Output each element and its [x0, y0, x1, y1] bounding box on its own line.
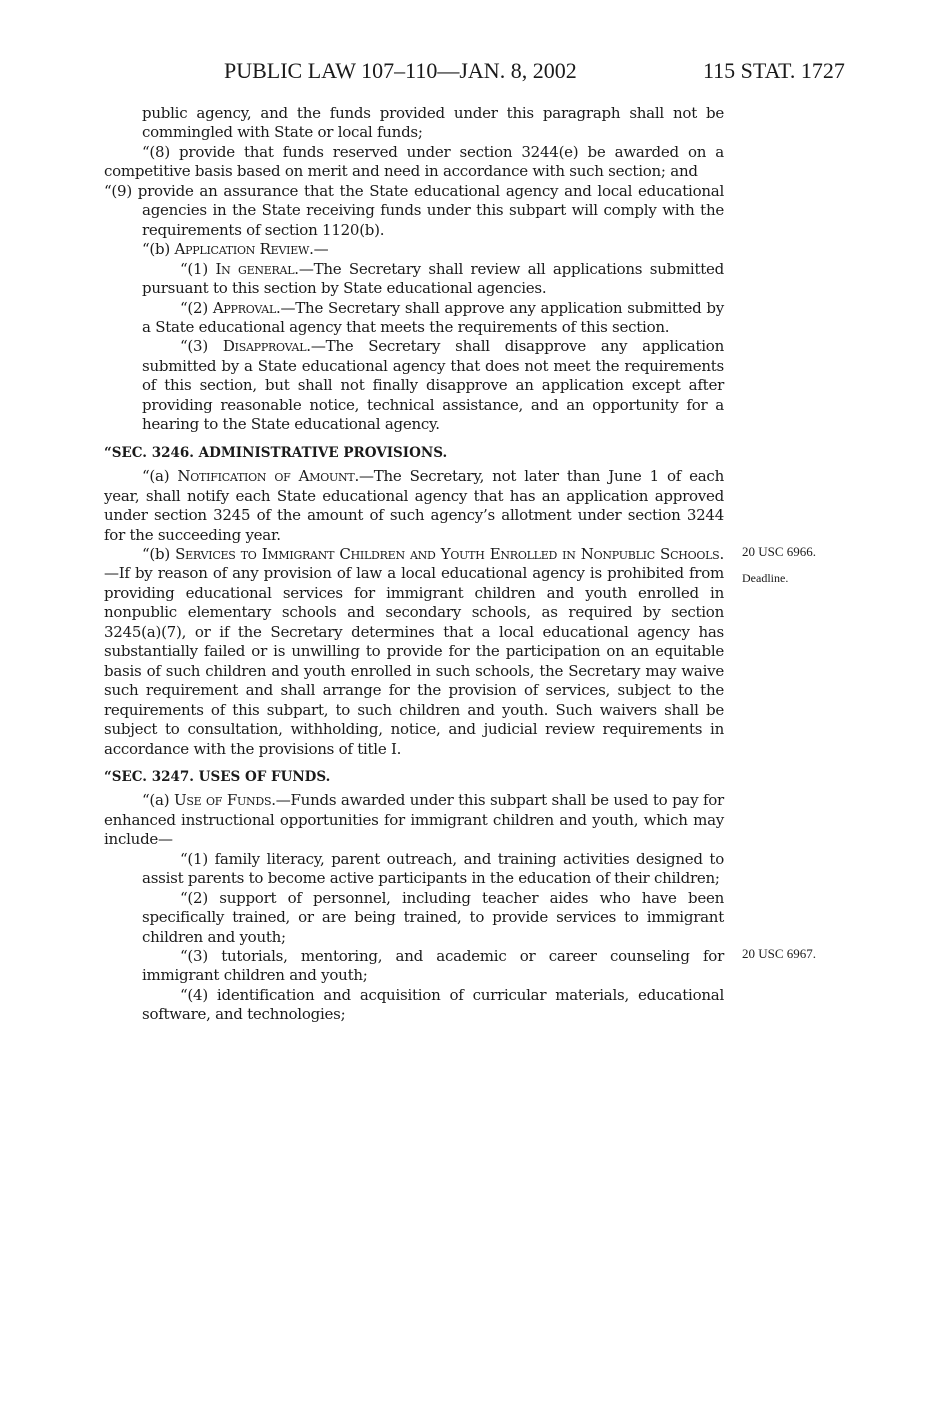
paragraph-3247-a2: “(2) support of personnel, including teacher aides who have been specifically trained, or are being trained, to provide services to immigrant children and youth; [142, 888, 724, 946]
paragraph-3246-b: “(b) Services to Immigrant Children and Youth Enrolled in Nonpublic Schools.—If by reason of any provision of law a local educational agency is prohibited from providing educational services for immigrant children and youth enrolled in nonpublic elementary schools and secondary schools, as required by section 3245(a)(7), or if the Secretary determines that a local educational agency has substantially failed or is unwilling to provide for the participation on an equitable basis of such children and youth enrolled in such schools, the Secretary may waive such requirement and shall arrange for the provision of services, subject to the requirements of this subpart, to such children and youth. Such waivers shall be subject to consultation, withholding, notice, and judicial review requirements in accordance with the provisions of title I. [104, 544, 724, 758]
paragraph-continuation: public agency, and the funds provided under this paragraph shall not be commingled with State or local funds; [142, 104, 724, 142]
paragraph-b1: “(1) In general.—The Secretary shall review all applications submitted pursuant to this section by State educational agencies. [142, 259, 725, 298]
paragraph-3247-a4: “(4) identification and acquisition of curricular materials, educational software, and technologies; [142, 985, 724, 1024]
paragraph-b3: “(3) Disapproval.—The Secretary shall disapprove any application submitted by a State educational agency that does not meet the requirements of this section, but shall not finally disapprove an application except after providing reasonable notice, technical assistance, and an opportunity for a hearing to the State educational agency. [142, 337, 724, 434]
page-header [0, 58, 940, 88]
paragraph-3247-a3: “(3) tutorials, mentoring, and academic or career counseling for immigrant children and youth; [142, 947, 724, 985]
section-3246-heading: “SEC. 3246. ADMINISTRATIVE PROVISIONS. [104, 444, 448, 461]
statute-page-number: 115 STAT. 1727 [703, 58, 845, 83]
paragraph-9: “(9) provide an assurance that the State educational agency and local educational agencies in the State receiving funds under this subpart will comply with the requirements of section 1120(b). [104, 181, 724, 239]
paragraph-b2: “(2) Approval.—The Secretary shall approve any application submitted by a State educational agency that meets the requirements of this section. [142, 298, 724, 336]
paragraph-3246-a: “(a) Notification of Amount.—The Secretary, not later than June 1 of each year, shall notify each State educational agency that has an application approved under section 3245 of the amount of such agency’s allotment under section 3244 for the succeeding year. [104, 467, 724, 544]
margin-note-usc-6966: 20 USC 6966. [742, 544, 817, 559]
subsection-b-heading: “(b) Application Review.— [142, 240, 329, 259]
margin-note-deadline: Deadline. [742, 571, 789, 585]
margin-note-usc-6967: 20 USC 6967. [742, 946, 817, 961]
paragraph-8: “(8) provide that funds reserved under section 3244(e) be awarded on a competitive basis based on merit and need in accordance with such section; and [104, 142, 724, 181]
paragraph-3247-a: “(a) Use of Funds.—Funds awarded under this subpart shall be used to pay for enhanced instructional opportunities for immigrant children and youth, which may include— [104, 791, 724, 849]
section-3247-heading: “SEC. 3247. USES OF FUNDS. [104, 768, 331, 785]
running-title: PUBLIC LAW 107–110—JAN. 8, 2002 [224, 58, 577, 83]
paragraph-3247-a1: “(1) family literacy, parent outreach, and training activities designed to assist parents to become active participants in the education of their children; [142, 849, 724, 888]
body-text [104, 104, 724, 1025]
